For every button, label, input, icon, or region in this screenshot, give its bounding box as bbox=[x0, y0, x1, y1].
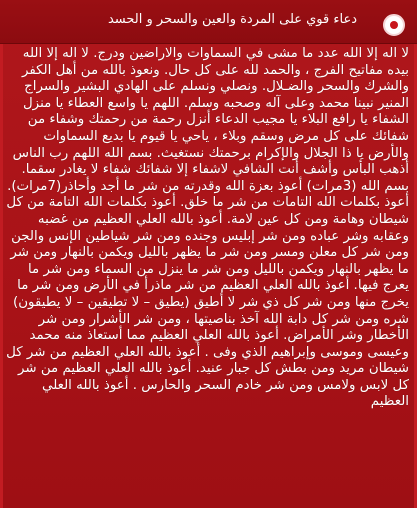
dua-text: لا اله إلا الله عدد ما مشى في السماوات والاراضين ودرج. لا اله إلا الله بيده مفاتيح الفرج ، والحمد لله على كل حال. ونعوذ بالله من أهل الكفر والشرك والسحر والضـلال. ونصلي ونسلم على الهادي البشير والسراج المنير نبينا محمد وعلى آله وصحبه وسلم. اللهم يا واسع العطاء يا منزل الشفاء يا رافع البلاء يا مجيب الدعاء أنزل رحمة من رحمتك وشفاء من شفائك على كل مرض وسقم وبلاء ، ياحي يا قيوم يا بديع السماوات والأرض يا ذا الجلال والإكرام برحمتك نستغيث. بسم الله اللهم رب الناس أذهب البأس وأشف أنت الشافي لاشفاء إلا شفائك شفاء لا يغادر سقما. بسم الله (3مرات) أعوذ بعزة الله وقدرته من شر ما أجد وأحاذر(7مرات). أعوذ بكلمات الله التامات من شر ما خلق. أعوذ بكلمات الله التامة من كل شيطان وهامة ومن كل عين لامة. أعوذ بالله العلي العظيم من غضبه وعقابه وشر عباده ومن شر إبليس وجنده ومن شر شياطين الإنس والجن ومن شر كل معلن ومسر ومن شر ما يظهر بالليل ويكمن بالنهار ومن شر ما يظهر بالنهار ويكمن بالليل ومن شر ما ينزل من السماء ومن شر ما يعرج فيها. أعوذ بالله العلي العظيم من شر ماذرأ في الأرض ومن شر ما يخرج منها ومن شر كل ذي شر لا أطيق (يطيق – لا تطيقين – لا يطيقون) شره ومن شر كل دابة الله آخذ بناصيتها ، ومن شر الأشرار ومن شر الأخطار وشر الأمراض. أعوذ بالله العلي العظيم مما أستعاذ منه محمد وعيسى وموسى وإبراهيم الذي وفى . أعوذ بالله العلي العظيم من شر كل شيطان مريد ومن بطش كل جبار عنيد. أعوذ بالله العلي العظيم من شر كل لابس ولامس ومن شر خادم السحر والحارس . أعوذ بالله العلي العظيم bbox=[6, 46, 409, 410]
app-header bbox=[0, 0, 417, 44]
record-dot bbox=[390, 21, 398, 29]
dua-content[interactable] bbox=[4, 46, 409, 508]
record-icon[interactable] bbox=[383, 14, 405, 36]
page-title: دعاء قوي على المردة والعين والسحر و الحسد bbox=[107, 12, 357, 27]
left-edge bbox=[0, 0, 3, 508]
